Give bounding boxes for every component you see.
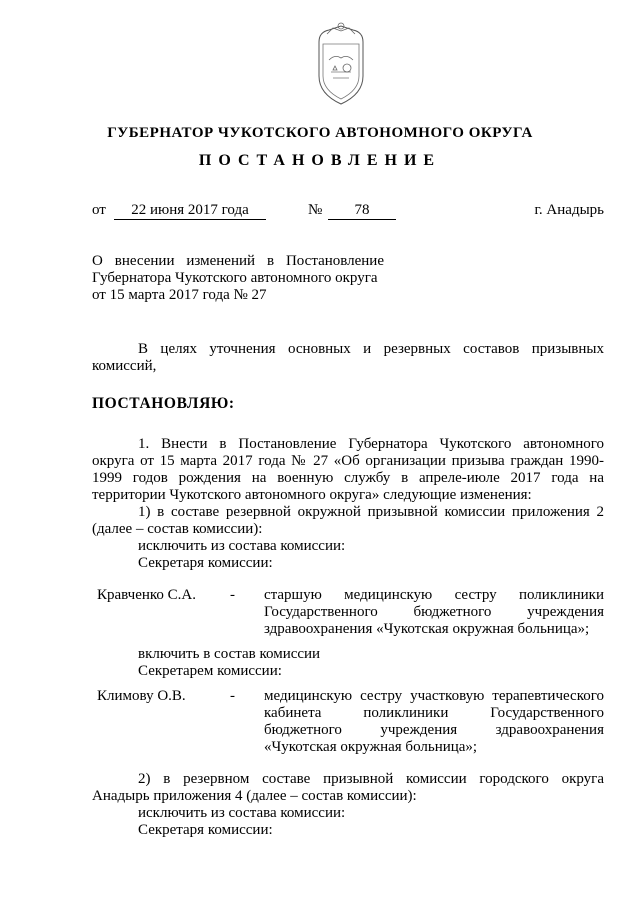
document-type: ПОСТАНОВЛЕНИЕ: [198, 152, 442, 169]
dash-separator: -: [230, 587, 235, 603]
decree-word: ПОСТАНОВЛЯЮ:: [92, 395, 235, 412]
number-label: №: [308, 202, 323, 218]
item-1: [92, 436, 604, 572]
subitem-line: 2) в резервном составе призывной комиссии городского округа: [138, 771, 604, 787]
subject-line: Губернатора Чукотского автономного округа: [92, 270, 378, 286]
dash-separator: -: [230, 688, 235, 704]
description-line: старшую медицинскую сестру поликлиники: [264, 587, 604, 603]
exclude-label: исключить из состава комиссии:: [138, 538, 346, 554]
include-block: [92, 646, 604, 680]
role-label: Секретарем комиссии:: [138, 663, 282, 679]
description-line: кабинета поликлиники Государственного: [264, 705, 604, 721]
person-description: [264, 587, 604, 638]
document-subject: [92, 253, 384, 304]
subitem-line: Анадырь приложения 4 (далее – состав комиссии):: [92, 788, 417, 804]
person-name: Климову О.В.: [97, 688, 186, 704]
role-label: Секретаря комиссии:: [138, 822, 273, 838]
subject-line: О внесении изменений в Постановление: [92, 253, 384, 269]
preamble-line: В целях уточнения основных и резервных составов призывных: [138, 341, 604, 357]
date-prefix: от: [92, 202, 106, 218]
description-line: бюджетного учреждения здравоохранения: [264, 722, 604, 738]
description-line: «Чукотская окружная больница»;: [264, 739, 478, 755]
document-date: 22 июня 2017 года: [114, 202, 266, 220]
exclude-label: исключить из состава комиссии:: [138, 805, 346, 821]
subitem-line: (далее – состав комиссии):: [92, 521, 263, 537]
item-line: округа от 15 марта 2017 года № 27 «Об организации призыва граждан 1990-: [92, 453, 604, 469]
coat-of-arms-icon: [305, 20, 377, 108]
item-line: 1. Внести в Постановление Губернатора Чукотского автономного: [138, 436, 604, 452]
description-line: медицинскую сестру участковую терапевтического: [264, 688, 604, 704]
person-name: Кравченко С.А.: [97, 587, 197, 603]
subitem-2: [92, 771, 604, 839]
description-line: Государственного бюджетного учреждения: [264, 604, 604, 620]
preamble: [92, 341, 604, 375]
subitem-line: 1) в составе резервной окружной призывной комиссии приложения 2: [138, 504, 604, 520]
item-line: территории Чукотского автономного округа» следующие изменения:: [92, 487, 532, 503]
preamble-line: комиссий,: [92, 358, 157, 374]
item-line: 1999 годов рождения на военную службу в апреле-июле 2017 года на: [92, 470, 604, 486]
dateline: [92, 202, 604, 222]
role-label: Секретаря комиссии:: [138, 555, 273, 571]
document-number: 78: [328, 202, 396, 220]
issuer-title: ГУБЕРНАТОР ЧУКОТСКОГО АВТОНОМНОГО ОКРУГА: [107, 125, 533, 141]
subject-line: от 15 марта 2017 года № 27: [92, 287, 267, 303]
document-city: г. Анадырь: [534, 202, 604, 218]
description-line: здравоохранения «Чукотская окружная больница»;: [264, 621, 590, 637]
include-label: включить в состав комиссии: [138, 646, 321, 662]
person-description: [264, 688, 604, 756]
